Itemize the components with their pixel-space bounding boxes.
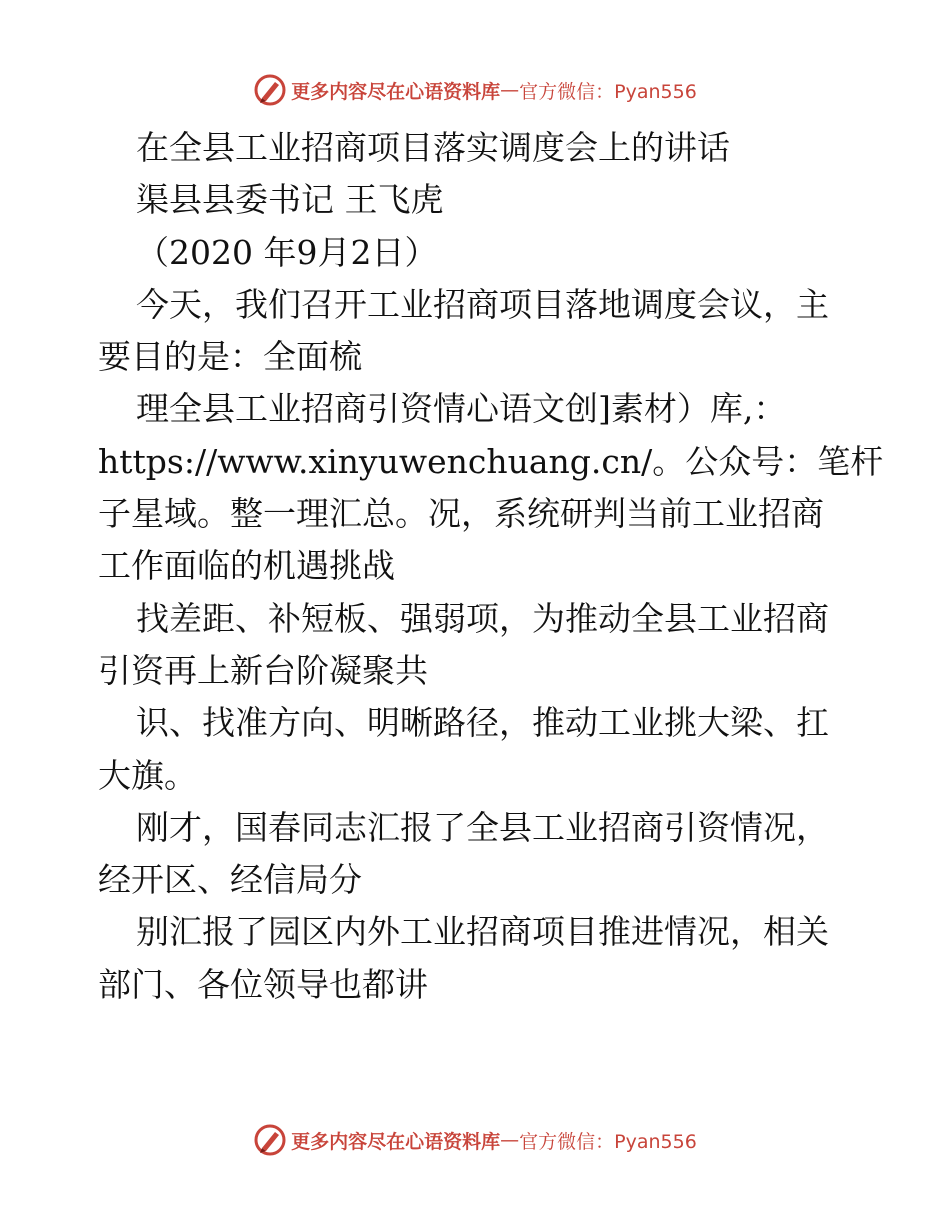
watermark-footer <box>0 1120 950 1160</box>
body-line: 找差距、补短板、强弱项，为推动全县工业招商 <box>136 598 829 638</box>
watermark-dash: — <box>500 79 520 101</box>
document-author: 渠县县委书记 王飞虎 <box>136 180 444 220</box>
body-line: 引资再上新台阶凝聚共 <box>98 650 428 690</box>
body-line: 经开区、经信局分 <box>98 860 362 900</box>
body-line: 识、找准方向、明晰路径，推动工业挑大梁、扛 <box>136 703 829 743</box>
body-line: 理全县工业招商引资情心语文创]素材）库,： <box>136 389 787 429</box>
document-date: （2020 年9月2日） <box>136 232 438 272</box>
body-line: 大旗。 <box>98 755 197 795</box>
body-line: 别汇报了园区内外工业招商项目推进情况，相关 <box>136 912 829 952</box>
body-line: 今天，我们召开工业招商项目落地调度会议，主 <box>136 284 829 324</box>
watermark-dash: — <box>500 1129 520 1151</box>
watermark-wechat-text: 官方微信：Pyan556 <box>519 1130 697 1153</box>
body-line: https://www.xinyuwenchuang.cn/。公众号：笔杆 <box>98 441 884 481</box>
pen-logo-icon <box>253 1123 287 1157</box>
watermark-main-text: 更多内容尽在心语资料库 <box>291 80 501 103</box>
document-title: 在全县工业招商项目落实调度会上的讲话 <box>136 128 730 167</box>
body-line: 子星域。整一理汇总。况，系统研判当前工业招商 <box>98 494 824 534</box>
body-line: 工作面临的机遇挑战 <box>98 546 395 586</box>
document-body <box>98 122 884 1011</box>
body-line: 要目的是：全面梳 <box>98 337 362 377</box>
body-line: 部门、各位领导也都讲 <box>98 964 428 1004</box>
watermark-wechat-text: 官方微信：Pyan556 <box>519 80 697 103</box>
pen-logo-icon <box>253 73 287 107</box>
watermark-header <box>0 70 950 110</box>
body-line: 刚才，国春同志汇报了全县工业招商引资情况， <box>136 807 829 847</box>
watermark-main-text: 更多内容尽在心语资料库 <box>291 1130 501 1153</box>
